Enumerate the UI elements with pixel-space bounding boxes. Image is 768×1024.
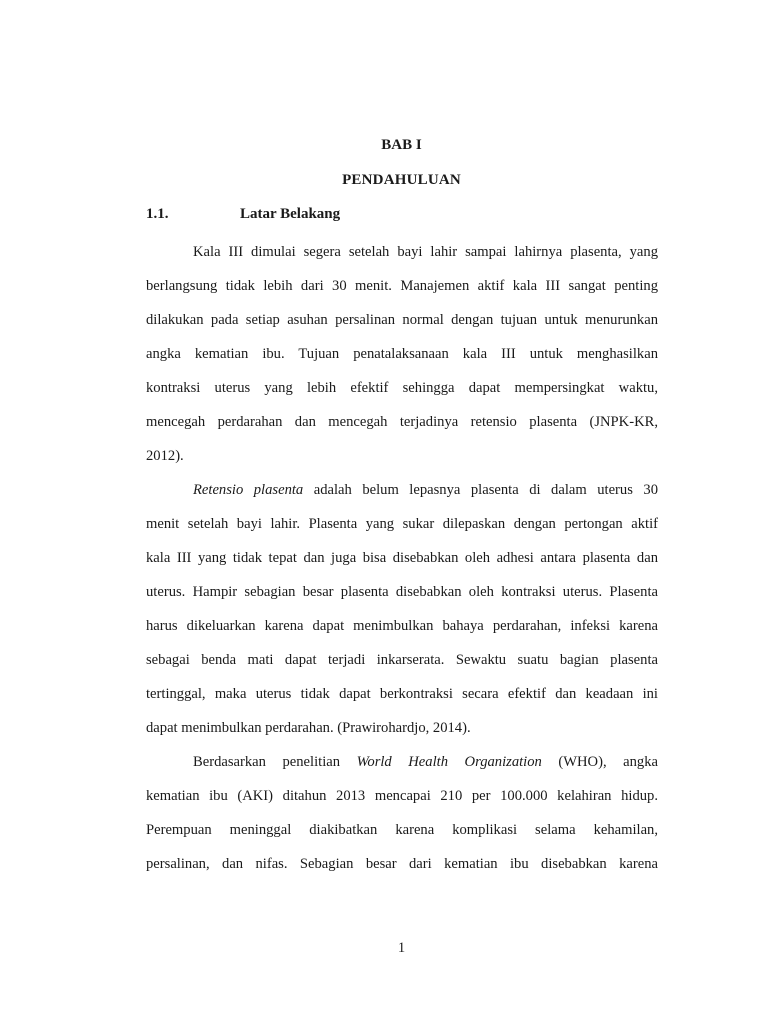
paragraph-1-line: 2012). (146, 448, 184, 464)
paragraph-2-first-line (146, 473, 658, 507)
paragraph-3-line: kematian ibu (AKI) ditahun 2013 mencapai 210 per 100.000 kelahiran hidup. (146, 788, 658, 804)
paragraph-2-line: tertinggal, maka uterus tidak dapat berkontraksi secara efektif dan keadaan ini (146, 686, 658, 702)
section-heading (146, 206, 340, 223)
paragraph-3-lead: Berdasarkan penelitian (193, 754, 357, 770)
paragraph-3-line: Perempuan meninggal diakibatkan karena komplikasi selama kehamilan, (146, 822, 658, 838)
section-number: 1.1. (146, 206, 169, 222)
paragraph-3-line-rest: (WHO), angka (541, 754, 658, 770)
paragraph-1-line: mencegah perdarahan dan mencegah terjadinya retensio plasenta (JNPK-KR, (146, 414, 658, 430)
paragraph-2-line: harus dikeluarkan karena dapat menimbulkan bahaya perdarahan, infeksi karena (146, 618, 658, 634)
chapter-number: BAB I (381, 137, 422, 153)
paragraph-2-line: dapat menimbulkan perdarahan. (Prawirohardjo, 2014). (146, 720, 471, 736)
body-text (146, 235, 658, 881)
italic-term: World Health Organization (356, 754, 542, 770)
paragraph-1-line: Kala III dimulai segera setelah bayi lahir sampai lahirnya plasenta, yang (193, 244, 658, 260)
paragraph-2-line: sebagai benda mati dapat terjadi inkarserata. Sewaktu suatu bagian plasenta (146, 652, 658, 668)
paragraph-3-first-line (146, 745, 658, 779)
page-number: 1 (397, 940, 406, 956)
section-title: Latar Belakang (240, 206, 341, 222)
paragraph-1-line: dilakukan pada setiap asuhan persalinan normal dengan tujuan untuk menurunkan (146, 312, 658, 328)
paragraph-1-line: kontraksi uterus yang lebih efektif sehingga dapat mempersingkat waktu, (146, 380, 658, 396)
paragraph-2-line: uterus. Hampir sebagian besar plasenta disebabkan oleh kontraksi uterus. Plasenta (146, 584, 658, 600)
paragraph-2-line: kala III yang tidak tepat dan juga bisa disebabkan oleh adhesi antara plasenta dan (146, 550, 658, 566)
chapter-title: PENDAHULUAN (342, 172, 461, 188)
paragraph-2-line: menit setelah bayi lahir. Plasenta yang sukar dilepaskan dengan pertongan aktif (146, 516, 658, 532)
paragraph-1-line: angka kematian ibu. Tujuan penatalaksanaan kala III untuk menghasilkan (146, 346, 658, 362)
paragraph-2-line-rest: adalah belum lepasnya plasenta di dalam uterus 30 (303, 482, 658, 498)
paragraph-1-line: berlangsung tidak lebih dari 30 menit. Manajemen aktif kala III sangat penting (146, 278, 658, 294)
italic-term: Retensio plasenta (193, 482, 304, 498)
paragraph-3-line: persalinan, dan nifas. Sebagian besar dari kematian ibu disebabkan karena (146, 856, 658, 872)
